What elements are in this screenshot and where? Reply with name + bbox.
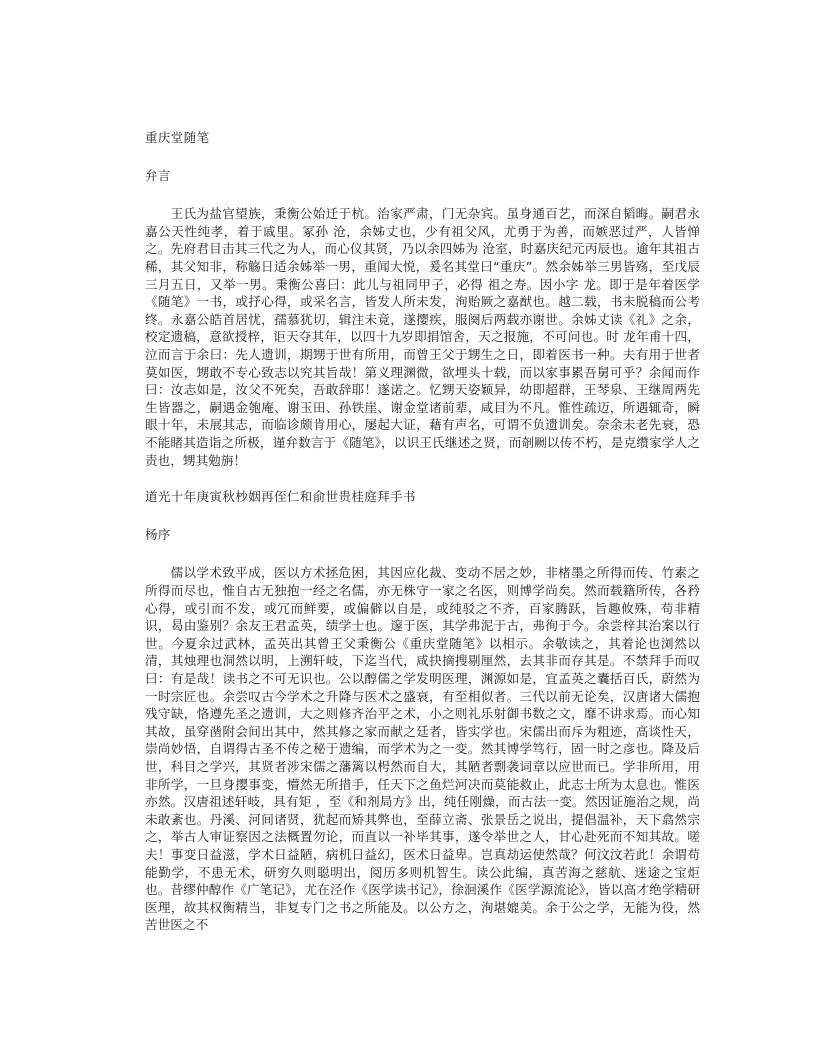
section-heading-yangxu: 杨序 <box>145 526 171 542</box>
page-title: 重庆堂随笔 <box>145 130 210 145</box>
section-heading-bianyan: 弁言 <box>145 167 171 183</box>
signature-line-bianyan: 道光十年庚寅秋杪姻再侄仁和俞世贵桂庭拜手书 <box>145 489 416 505</box>
paragraph-bianyan-body: 王氏为盐官望族，秉衡公始迁于杭。治家严肃，门无杂宾。虽身通百艺，而深自韬晦。嗣君永嘉公天性纯孝，着于戚里。冢孙 沧，余姊丈也，少有祖父风，尤勇于为善，而嫉恶过严，人皆惮之。先府君目击其三代之为人，而心仪其贤，乃以余四姊为 沧室，时嘉庆纪元丙辰也。逾年其祖古稀，其父知非，称觞日适余姊举一男，重闻大悦，爰名其堂曰“重庆”。然余姊举三男皆殇，至戊辰三月五日，又举一男。秉衡公喜曰：此儿与祖同甲子，必得 祖之寿。因小字 龙。即于是年着医学《随笔》一书，或抒心得，或采名言，皆发人所未发，洵贻厥之嘉猷也。越二载，书未脱稿而公考终。永嘉公皓首居忧，孺慕犹切，辑注未竟，遂撄疾，服阕后两载亦谢世。余姊丈读《礼》之余，校定遗稿，意欲授梓，讵天夺其年，以四十九岁即捐馆舍，天之报施，不可问也。时 龙年甫十四，泣而言于余曰：先人遗训，期甥于世有所用，而曾王父于甥生之日，即着医书一种。夫有用于世者莫如医，甥敢不专心致志以究其旨哉！第义理渊微，欲埋头十载，而以家事累吾舅可乎？余闻而作曰：汝志如是，汝父不死矣，吾敢辞耶！遂诺之。忆甥天姿颖异，幼即超群，王琴泉、王继周两先生皆器之，嗣遇金匏庵、谢玉田、孙铁崖、谢金堂诸前辈，咸目为不凡。惟性疏迈，所遇辄奇，瞬眼十年，未展其志，而临诊颇肯用心，屡起大证，藉有声名，可谓不负遗训矣。奈余未老先衰，恐不能睹其造诣之所极，谨弁数言于《随笔》，以识王氏继述之贤，而剞劂以传不朽，是克缵家学人之责也，甥其勉旃！ <box>145 206 700 468</box>
paragraph-yangxu-body: 儒以学术致平成，医以方术拯危困，其因应化裁、变动不居之妙，非楮墨之所得而传、竹素之所得而尽也，惟自古无独抱一经之名儒，亦无株守一家之名医，则博学尚矣。然而载籍所传，各矜心得，或引而不发，或冗而鲜要，或偏僻以自是，或纯驳之不齐，百家腾跃，旨趣攸殊，苟非精识，曷由鉴别？余友王君孟英，绩学士也。邃于医，其学弗泥于古，弗徇于今。余尝梓其治案以行世。今夏余过武林，孟英出其曾王父秉衡公《重庆堂随笔》以相示。余敬读之，其着论也浏然以清，其烛理也洞然以明，上溯轩岐，下迄当代，咸抉摘搜剔厘然，去其非而存其是。不禁拜手而叹曰：有是哉！读书之不可无识也。公以醇儒之学发明医理，渊源如是，宜孟英之囊括百氏，蔚然为一时宗匠也。余尝叹古今学术之升降与医术之盛衰，有至相似者。三代以前无论矣，汉唐诸大儒抱残守缺，恪遵先圣之遗训，大之则修齐治平之术，小之则礼乐射御书数之文，靡不讲求焉。而心知其故，虽穿凿附会间出其中，然其修之家而献之廷者，皆实学也。宋儒出而斥为粗迹，高谈性天，崇尚妙悟，自谓得古圣不传之秘于遗编，而学术为之一变。然其博学笃行，固一时之彦也。降及后世，科目之学兴，其贤者涉宋儒之藩篱以枵然而自大，其陋者剽袭词章以应世而已。学非所用，用非所学，一旦身撄事变，懵然无所措手，任天下之鱼烂河决而莫能救止，此志士所为太息也。惟医亦然。汉唐祖述轩岐，具有矩 ，至《和剂局方》出，纯任刚燥，而古法一变。然因证施治之规，尚未敢紊也。丹溪、河间诸贤，犹起而矫其弊也，至薛立斋、张景岳之说出，提倡温补，天下翕然宗之，举古人审证察因之法概置勿论，而直以一补毕其事，遂令举世之人，甘心赴死而不知其故。嗟夫！事变日益滋，学术日益陋，病机日益幻，医术日益卑。岂真劫运使然哉？何汶汶若此！余谓苟能勤学，不患无术，研穷久则聪明出，阅历多则机智生。读公此编，真苦海之慈航、迷途之宝炬也。昔缪仲醇作《广笔记》，尤在泾作《医学读书记》，徐洄溪作《医学源流论》，皆以高才绝学精研医理，故其权衡精当，非复专门之书之所能及。以公方之，洵堪媲美。余于公之学，无能为役，然苦世医之不 <box>145 565 700 933</box>
